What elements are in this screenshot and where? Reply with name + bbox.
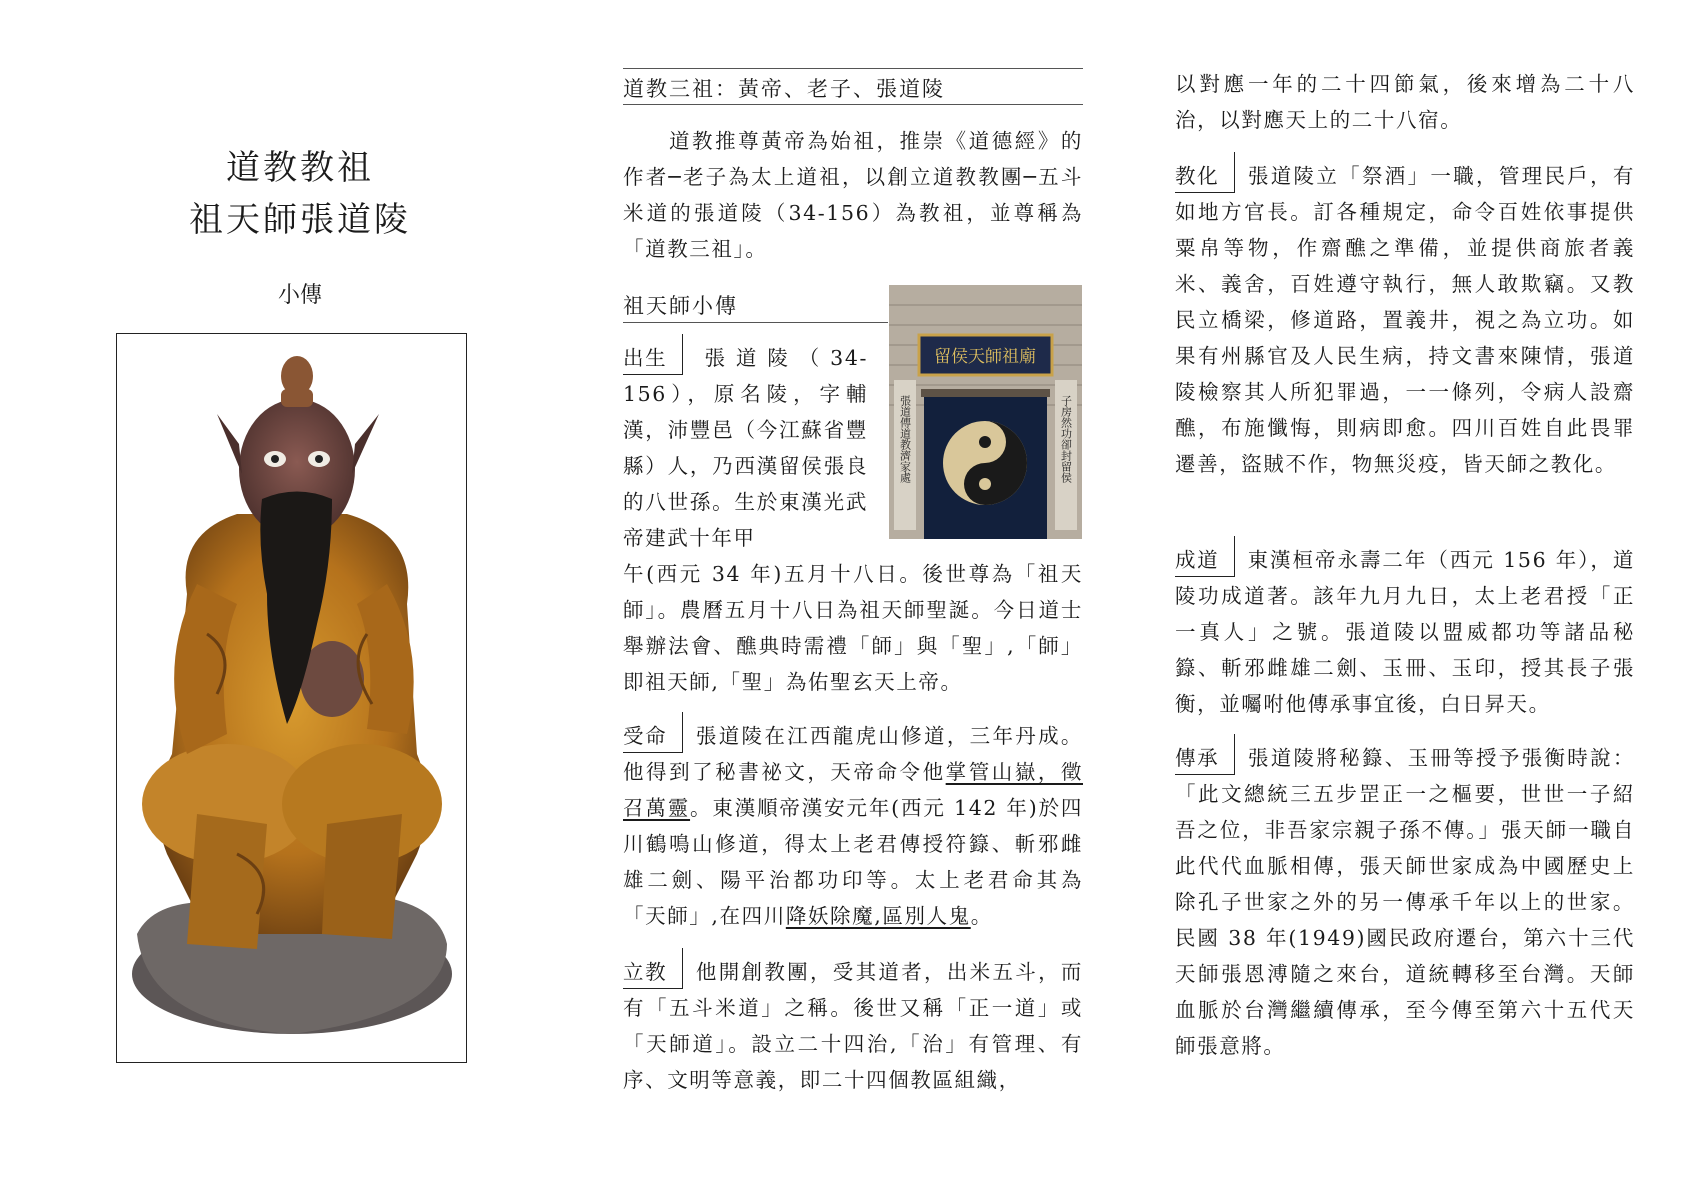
section-title-three-patriarchs: 道教三祖：黃帝、老子、張道陵 — [623, 77, 945, 101]
mandate-paragraph — [623, 718, 1083, 934]
biography-rule — [623, 322, 888, 323]
couplet-right: 子房然功卻封留侯 — [1059, 395, 1073, 483]
birth-text-narrow: 張道陵（34-156），原名陵，字輔漢，沛豐邑（今江蘇省豐縣）人，乃西漢留侯張良的八世孫。生於東漢光武帝建武十年甲 — [623, 346, 868, 550]
subtitle: 小傳 — [277, 283, 322, 308]
attainment-tag: 成道 — [1175, 544, 1235, 577]
cover-column — [0, 0, 600, 1190]
section-rule-top — [623, 68, 1083, 69]
statue-photo — [116, 333, 467, 1063]
temple-illustration — [889, 285, 1082, 539]
birth-paragraph-top — [623, 340, 868, 556]
attainment-text: 東漢桓帝永壽二年（西元 156 年），道陵功成道著。該年九月九日，太上老君授「正一真人」之號。張道陵以盟威都功等諸品秘籙、斬邪雌雄二劍、玉冊、玉印，授其長子張衡，並囑咐他傳承事宜後，白日昇天。 — [1175, 548, 1635, 716]
mandate-text-c: 。 — [970, 904, 993, 928]
attainment-paragraph — [1175, 542, 1635, 722]
statue-illustration — [117, 334, 465, 1061]
mandate-underline-2: 降妖除魔,區別人鬼 — [785, 904, 971, 928]
teaching-text: 他開創教團，受其道者，出米五斗，而有「五斗米道」之稱。後世又稱「正一道」或「天師道」。設立二十四治,「治」有管理、有序、文明等意義，即二十四個教區組織， — [623, 960, 1083, 1092]
mandate-tag: 受命 — [623, 720, 683, 753]
birth-tag: 出生 — [623, 342, 683, 375]
education-tag: 教化 — [1175, 160, 1235, 193]
title-line-2: 祖天師張道陵 — [189, 200, 411, 240]
heritage-tag: 傳承 — [1175, 742, 1235, 775]
couplet-left: 張道傳道教濟家處 — [898, 395, 912, 483]
section-rule-bottom — [623, 104, 1083, 105]
continuation-paragraph: 以對應一年的二十四節氣，後來增為二十八治，以對應天上的二十八宿。 — [1175, 72, 1635, 132]
temple-photo — [889, 285, 1082, 539]
heritage-text: 張道陵將秘籙、玉冊等授予張衡時說：「此文總統三五步罡正一之樞要，世世一子紹吾之位，非吾家宗親子孫不傳。」張天師一職自此代代血脈相傳，張天師世家成為中國歷史上除孔子世家之外的另一傳承千年以上的世家。民國 38 年(1949)國民政府遷台，第六十三代天師張恩溥隨之來台，道統轉移至台灣。天師血脈於台灣繼續傳承，至今傳至第六十五代天師張意將。 — [1175, 746, 1635, 1058]
plaque-text: 留侯天師祖廟 — [934, 347, 1036, 367]
education-paragraph — [1175, 158, 1635, 482]
teaching-paragraph — [623, 954, 1083, 1098]
title-line-1: 道教教祖 — [226, 148, 374, 188]
section-title-biography: 祖天師小傳 — [623, 294, 738, 318]
mandate-text-b: 。東漢順帝漢安元年(西元 142 年)於四川鶴鳴山修道，得太上老君傳授符籙、斬邪雌雄二劍、陽平治都功印等。太上老君命其為「天師」,在四川 — [623, 796, 1083, 928]
birth-paragraph-bottom: 午(西元 34 年)五月十八日。後世尊為「祖天師」。農曆五月十八日為祖天師聖誕。今日道士舉辦法會、醮典時需禮「師」與「聖」,「師」即祖天師,「聖」為佑聖玄天上帝。 — [623, 562, 1083, 694]
three-patriarchs-paragraph: 道教推尊黃帝為始祖，推崇《道德經》的作者─老子為太上道祖，以創立道教教團─五斗米道的張道陵（34-156）為教祖，並尊稱為「道教三祖」。 — [623, 129, 1083, 261]
heritage-paragraph — [1175, 740, 1635, 1064]
mandate-underline-1: 掌管山嶽，徵召萬靈 — [623, 760, 1083, 820]
teaching-tag: 立教 — [623, 956, 683, 989]
mandate-text-a: 張道陵在江西龍虎山修道，三年丹成。他得到了秘書祕文，天帝命令他 — [623, 724, 1083, 784]
education-text: 張道陵立「祭酒」一職，管理民戶，有如地方官長。訂各種規定，命令百姓依事提供粟帛等物，作齋醮之準備，並提供商旅者義米、義舍，百姓遵守執行，無人敢欺竊。又教民立橋梁，修道路，置義井，視之為立功。如果有州縣官及人民生病，持文書來陳情，張道陵檢察其人所犯罪過，一一條列，令病人設齋醮，布施懺悔，則病即愈。四川百姓自此畏罪遷善，盜賊不作，物無災疫，皆天師之教化。 — [1175, 164, 1635, 476]
